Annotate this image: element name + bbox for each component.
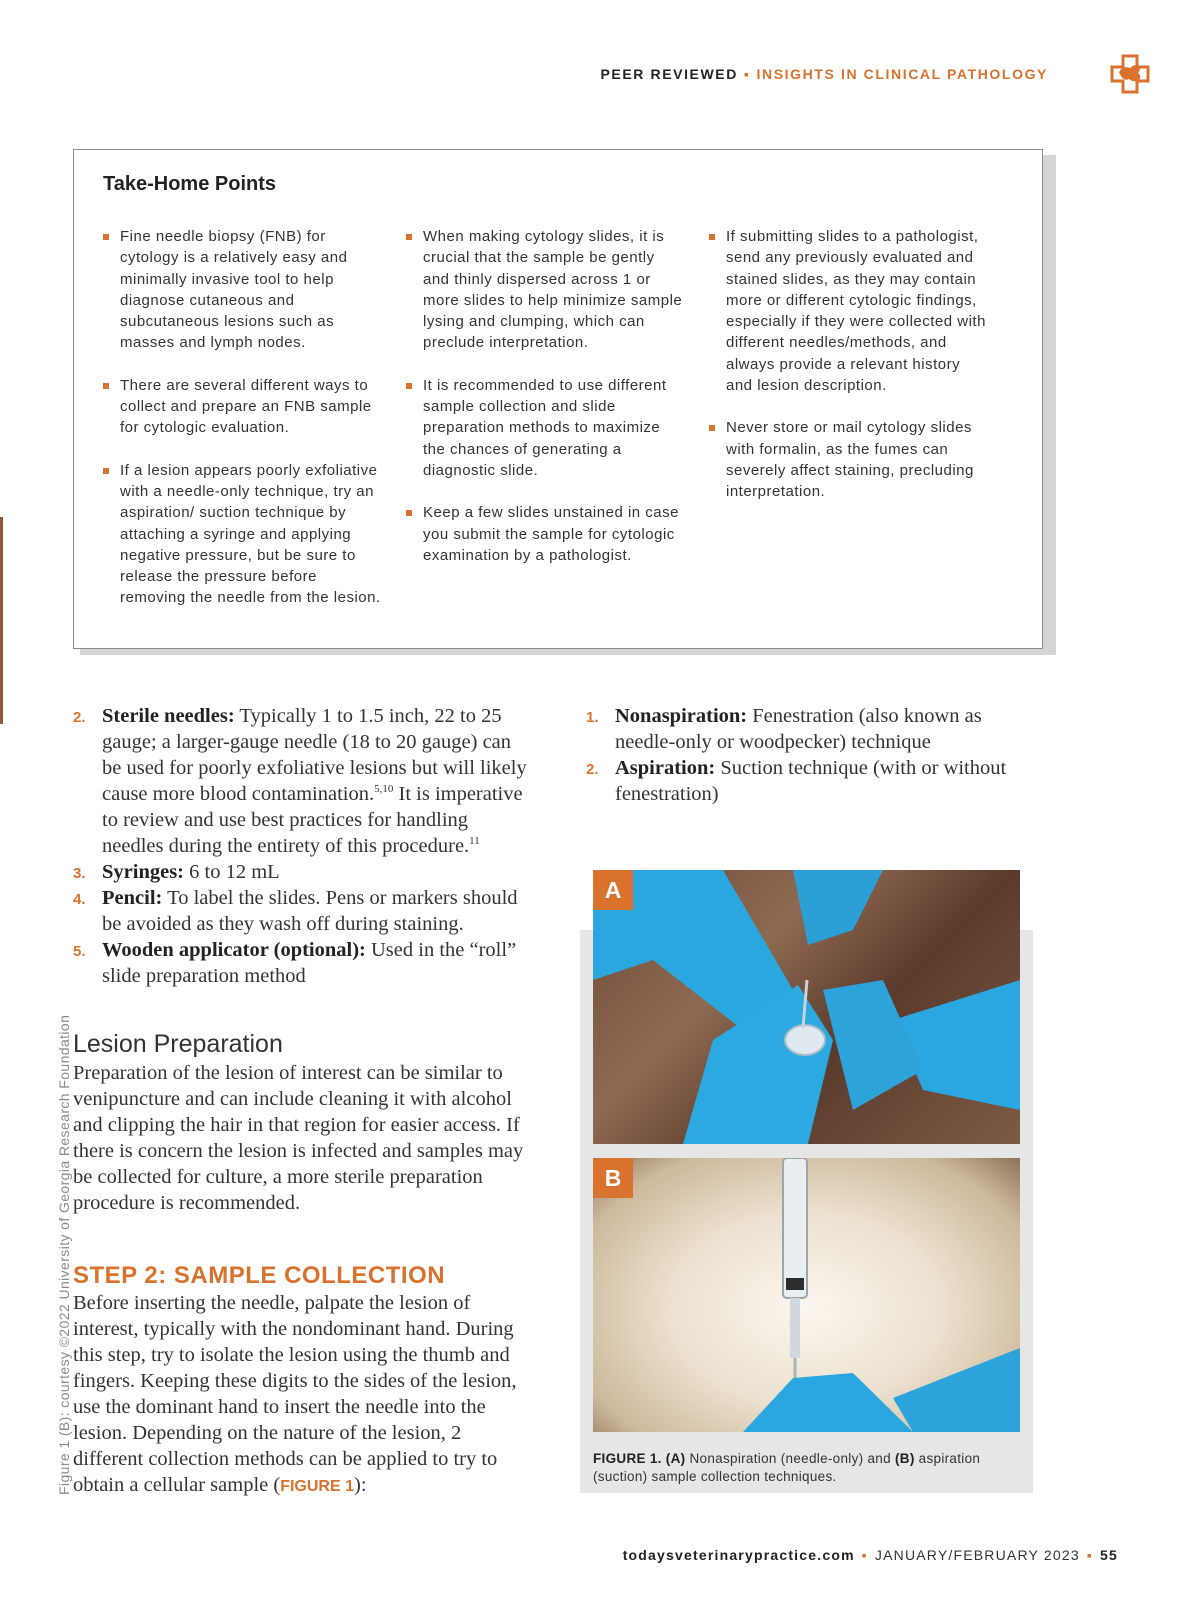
takehome-point: Never store or mail cytology slides with formalin, as the fumes can severely affect staining, precluding interpretation. (709, 417, 987, 502)
photo-aspiration (593, 1158, 1020, 1432)
takehome-column-1 (103, 226, 381, 630)
photo-nonaspiration (593, 870, 1020, 1144)
takehome-point: If submitting slides to a pathologist, send any previously evaluated and stained slides, as they may contain more or different cytologic findings, especially if they were collected with different needles/methods, and always provide a relevant history and lesion description. (709, 226, 987, 396)
takehome-point: If a lesion appears poorly exfoliative with a needle-only technique, try an aspiration/ suction technique by attaching a syringe and applying negative pressure, but be sure to release the pressure before removing the needle from the lesion. (103, 460, 381, 609)
photo-label-b: B (593, 1158, 633, 1198)
materials-list (73, 703, 528, 989)
footer-issue: JANUARY/FEBRUARY 2023 (874, 1547, 1080, 1563)
list-item: 1. Nonaspiration: Fenestration (also known as needle-only or woodpecker) technique (586, 705, 982, 753)
header-separator: ▪ (743, 66, 751, 82)
list-item: 5. Wooden applicator (optional): Used in the “roll” slide preparation method (73, 939, 517, 987)
list-item: 3. Syringes: 6 to 12 mL (73, 861, 280, 883)
takehome-point: There are several different ways to collect and prepare an FNB sample for cytologic evaluation. (103, 375, 381, 439)
bullet-icon (709, 234, 715, 240)
bullet-icon (406, 234, 412, 240)
lesion-preparation-heading: Lesion Preparation (73, 1030, 283, 1058)
bullet-icon (103, 383, 109, 389)
takehome-box (73, 149, 1043, 649)
takehome-point: Keep a few slides unstained in case you submit the sample for cytologic examination by a pathologist. (406, 502, 684, 566)
lesion-preparation-body: Preparation of the lesion of interest can be similar to venipuncture and can include cleaning it with alcohol and clipping the hair in that region for easier access. If there is concern the lesion is infected and samples may be collected for culture, a more sterile preparation procedure is recommended. (73, 1062, 524, 1214)
step2-heading: STEP 2: SAMPLE COLLECTION (73, 1262, 446, 1289)
photo-label-a: A (593, 870, 633, 910)
bullet-icon (103, 468, 109, 474)
bullet-icon (406, 510, 412, 516)
figure-reference-link[interactable]: FIGURE 1 (280, 1478, 354, 1495)
syringe-illustration (593, 1158, 1020, 1432)
footer-separator: ▪ (1086, 1547, 1094, 1563)
takehome-title: Take-Home Points (103, 173, 276, 195)
bullet-icon (709, 425, 715, 431)
photo-credit: Figure 1 (B): courtesy ©2022 University of Georgia Research Foundation (56, 1014, 72, 1495)
header-section-label: PEER REVIEWED (600, 66, 738, 82)
footer-site-link[interactable]: todaysveterinarypractice.com (622, 1547, 855, 1563)
bullet-icon (103, 234, 109, 240)
page-footer (623, 1547, 1118, 1563)
list-item: 2. Sterile needles: Typically 1 to 1.5 inch, 22 to 25 gauge; a larger-gauge needle (18 to 20 gauge) can be used for poorly exfoliative lesions but will likely cause more blood contamination.$^{5,10}$ It is imperative to review and use best practices for handling needles during the entirety of this procedure.$^{11}$ (73, 705, 527, 857)
page-number: 55 (1100, 1547, 1118, 1563)
header-category-label: INSIGHTS IN CLINICAL PATHOLOGY (756, 66, 1048, 82)
step2-body: Before inserting the needle, palpate the lesion of interest, typically with the nondominant hand. During this step, try to isolate the lesion using the thumb and fingers. Keeping these digits to the sides of the lesion, use the dominant hand to insert the needle into the lesion. Depending on the nature of the lesion, 2 different collection methods can be applied to try to obtain a cellular sample (FIGURE 1): (73, 1292, 517, 1496)
list-item: 2. Aspiration: Suction technique (with or without fenestration) (586, 757, 1007, 805)
figure-caption: FIGURE 1. (A) Nonaspiration (needle-only) and (B) aspiration (suction) sample collection techniques. (593, 1451, 981, 1484)
page-edge-bar (0, 517, 3, 724)
methods-list (586, 703, 1041, 807)
list-item: 4. Pencil: To label the slides. Pens or markers should be avoided as they wash off during staining. (73, 887, 518, 935)
takehome-point: It is recommended to use different sample collection and slide preparation methods to maximize the chances of generating a diagnostic slide. (406, 375, 684, 481)
footer-separator: ▪ (861, 1547, 868, 1563)
takehome-point: When making cytology slides, it is crucial that the sample be gently and thinly dispersed across 1 or more slides to help minimize sample lysing and clumping, which can preclude interpretation. (406, 226, 684, 354)
figure-1 (580, 876, 1033, 1493)
takehome-column-2 (406, 226, 684, 587)
vet-cross-logo-icon (1108, 52, 1152, 96)
bullet-icon (406, 383, 412, 389)
gloved-hands-needle-illustration (593, 870, 1020, 1144)
takehome-column-3 (709, 226, 987, 524)
running-header (600, 66, 1048, 82)
takehome-point: Fine needle biopsy (FNB) for cytology is a relatively easy and minimally invasive tool to help diagnose cutaneous and subcutaneous lesions such as masses and lymph nodes. (103, 226, 381, 354)
